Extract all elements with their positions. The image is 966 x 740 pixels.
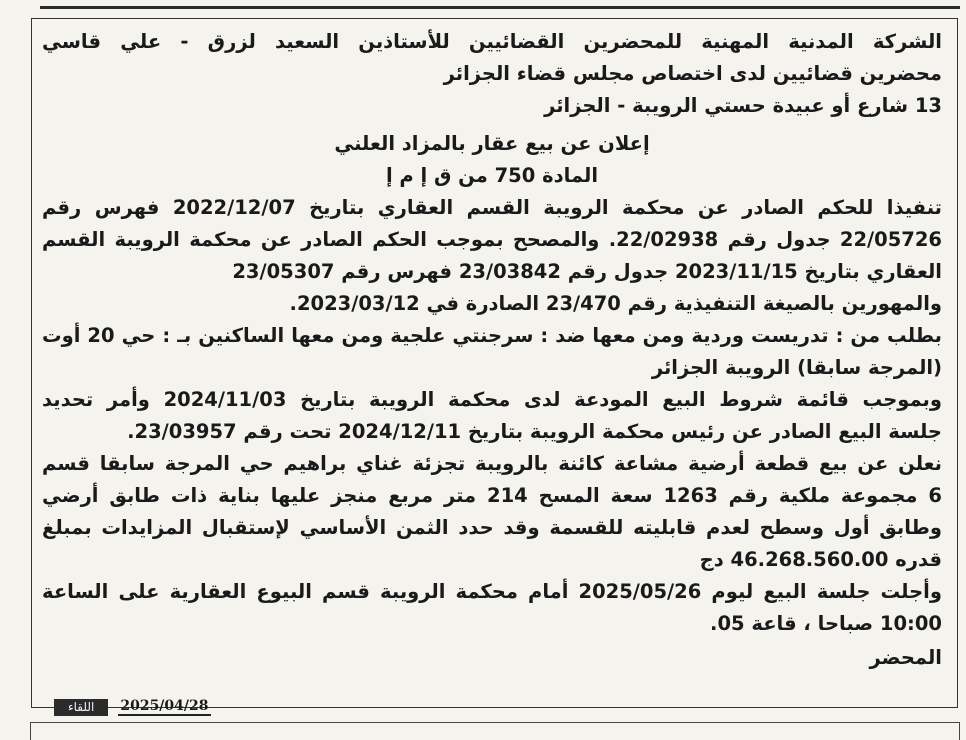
body-line: العقاري بتاريخ 2023/11/15 جدول رقم 23/03842 فهرس رقم 23/05307 — [232, 260, 942, 283]
body-line: 6 مجموعة ملكية رقم 1263 سعة المسح 214 متر مربع منجز عليها بناية ذات طابق أرضي — [42, 484, 942, 507]
top-rule — [40, 6, 960, 9]
source-tag: اللقاء — [54, 699, 108, 716]
publication-date: 2025/04/28 — [120, 698, 209, 714]
firm-address-line: 13 شارع أو عبيدة حستي الرويبة - الجزائر — [544, 94, 942, 117]
notice-article: المادة 750 من ق إ م إ — [385, 164, 599, 187]
body-line: والمهورين بالصيغة التنفيذية رقم 23/470 الصادرة في 2023/03/12. — [289, 292, 942, 315]
body-line: وطابق أول وسطح لعدم قابليته للقسمة وقد حدد الثمن الأساسي لإستقبال المزايدات بمبلغ — [42, 516, 942, 539]
body-line: بطلب من : تدريست وردية ومن معها ضد : سرجنتي علجية ومن معها الساكنين بـ : حي 20 أوت — [42, 324, 942, 347]
signature-label: المحضر — [869, 646, 942, 669]
next-notice-edge — [30, 722, 960, 740]
body-line: (المرجة سابقا) الرويبة الجزائر — [651, 356, 942, 379]
body-line: وبموجب قائمة شروط البيع المودعة لدى محكمة الرويبة بتاريخ 2024/11/03 وأمر تحديد — [42, 388, 942, 411]
firm-jurisdiction-line: محضرين قضائيين لدى اختصاص مجلس قضاء الجزائر — [443, 62, 942, 85]
body-line: تنفيذا للحكم الصادر عن محكمة الرويبة القسم العقاري بتاريخ 2022/12/07 فهرس رقم — [42, 196, 942, 219]
body-line: 22/05726 جدول رقم 22/02938. والمصحح بموجب الحكم الصادر عن محكمة الرويبة القسم — [42, 228, 942, 251]
body-line: وأجلت جلسة البيع ليوم 2025/05/26 أمام محكمة الرويبة قسم البيوع العقارية على الساعة — [42, 580, 942, 603]
notice-content — [42, 26, 942, 674]
firm-name-line: الشركة المدنية المهنية للمحضرين القضائيين للأستاذين السعيد لزرق - علي قاسي — [42, 30, 942, 53]
body-line: قدره 46.268.560.00 دج — [699, 548, 942, 571]
body-line: 10:00 صباحا ، قاعة 05. — [710, 612, 942, 635]
publication-footer — [54, 698, 211, 716]
body-line: نعلن عن بيع قطعة أرضية مشاعة كائنة بالرويبة تجزئة غناي براهيم حي المرجة سابقا قسم — [42, 452, 942, 475]
body-line: جلسة البيع الصادر عن رئيس محكمة الرويبة بتاريخ 2024/12/11 تحت رقم 23/03957. — [127, 420, 942, 443]
notice-heading: إعلان عن بيع عقار بالمزاد العلني — [334, 132, 650, 155]
